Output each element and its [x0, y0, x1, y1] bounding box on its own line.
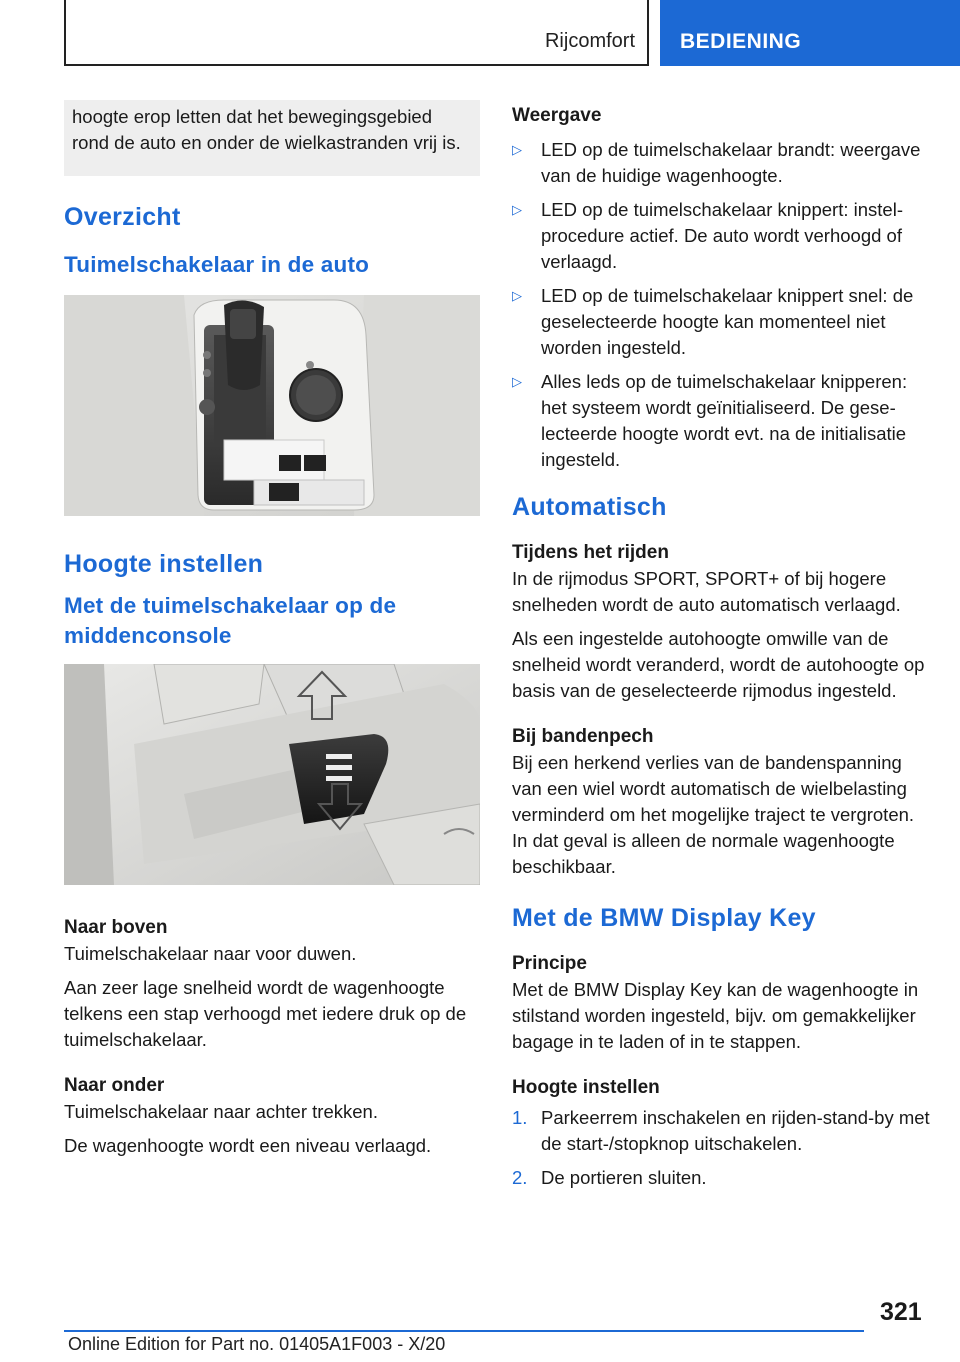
text-rijden-1: In de rijmodus SPORT, SPORT+ of bij hogere snelheden wordt de auto automatisch verlaagd.	[512, 568, 901, 615]
heading-weergave: Weergave	[512, 105, 602, 126]
text-pech-1: Bij een herkend verlies van de bandenspanning van een wiel wordt automatisch de wielbelasting verminderd om het mogelijke traject te vergroten. In dat geval is alleen de normale wagenhoogte beschikbaar.	[512, 752, 915, 877]
triangle-bullet-icon: ▷	[512, 202, 522, 217]
heading-bandenpech: Bij bandenpech	[512, 726, 654, 747]
edition-text: Online Edition for Part no. 01405A1F003 - X/20	[68, 1334, 446, 1354]
heading-display-key: Met de BMW Display Key	[512, 904, 816, 932]
list-item: 2. De portieren sluiten.	[512, 1167, 707, 1188]
text-rijden-2: Als een ingestelde autohoogte omwille van de snelheid wordt veranderd, wordt de autohoogte op basis van de geselecteerde rijmodus ingesteld.	[512, 628, 925, 701]
heading-hoogte-instellen-2: Hoogte instellen	[512, 1077, 660, 1098]
triangle-bullet-icon: ▷	[512, 374, 522, 389]
note-box	[64, 100, 480, 176]
note-text: hoogte erop letten dat het bewegingsgebied rond de auto en onder de wielkastranden vrij is.	[72, 106, 461, 153]
heading-naar-boven: Naar boven	[64, 917, 168, 938]
header-section-box	[64, 0, 649, 66]
list-item: ▷ LED op de tuimelschakelaar knippert snel: de geselecteerde hoogte kan momenteel niet worden ingesteld.	[512, 285, 914, 358]
heading-principe: Principe	[512, 953, 587, 974]
left-column	[64, 100, 480, 1159]
weergave-list	[512, 137, 932, 473]
heading-hoogte-instellen: Hoogte instellen	[64, 550, 264, 578]
triangle-bullet-icon: ▷	[512, 142, 522, 157]
triangle-bullet-icon: ▷	[512, 288, 522, 303]
right-column	[512, 100, 932, 1199]
text-onder-2: De wagenhoogte wordt een niveau verlaagd.	[64, 1135, 432, 1156]
center-console-photo	[64, 295, 480, 516]
steps-list	[512, 1105, 932, 1191]
section-title: Rijcomfort	[544, 30, 635, 52]
heading-tuimelschakelaar: Tuimelschakelaar in de auto	[64, 252, 370, 277]
page-number: 321	[880, 1298, 922, 1326]
text-boven-2: Aan zeer lage snelheid wordt de wagenhoogte telkens een stap verhoogd met iedere druk op de tuimelschakelaar.	[64, 977, 467, 1050]
text-onder-1: Tuimelschakelaar naar achter trekken.	[64, 1101, 378, 1122]
heading-naar-onder: Naar onder	[64, 1075, 165, 1096]
text-principe-1: Met de BMW Display Key kan de wagenhoogte in stilstand worden ingesteld, bijv. om gemakkelijker bagage in te laden of in te stappen.	[512, 979, 919, 1052]
chapter-label: BEDIENING	[680, 30, 802, 53]
list-item: ▷ LED op de tuimelschakelaar brandt: weergave van de huidige wagenhoogte.	[512, 139, 921, 186]
text-boven-1: Tuimelschakelaar naar voor duwen.	[64, 943, 357, 964]
footer-divider	[64, 1330, 864, 1332]
header-chapter-tab[interactable]	[660, 0, 960, 66]
center-console-illustration	[64, 295, 480, 516]
list-item: 1. Parkeerrem inschakelen en rijden-stand-by met de start-/stopknop uitschakelen.	[512, 1107, 930, 1154]
list-item: ▷ Alles leds op de tuimelschakelaar knipperen: het systeem wordt geïnitialiseerd. De geselecteerde hoogte wordt evt. na de initialisatie ingesteld.	[512, 371, 908, 470]
rocker-switch-illustration	[64, 664, 480, 885]
heading-automatisch: Automatisch	[512, 493, 667, 521]
heading-middenconsole: Met de tuimelschakelaar op de middenconsole	[64, 593, 397, 648]
heading-tijdens-rijden: Tijdens het rijden	[512, 542, 669, 563]
list-item: ▷ LED op de tuimelschakelaar knippert: instelprocedure actief. De auto wordt verhoogd of verlaagd.	[512, 199, 903, 272]
rocker-switch-photo	[64, 664, 480, 885]
heading-overzicht: Overzicht	[64, 203, 181, 231]
